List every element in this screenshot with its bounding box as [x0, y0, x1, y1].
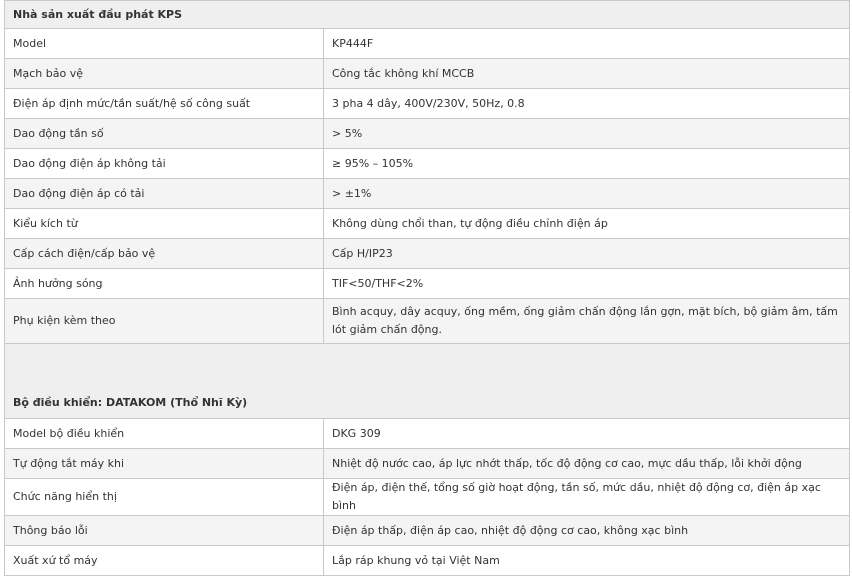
row-label: Chức năng hiển thị [5, 479, 324, 516]
table-row [5, 59, 850, 89]
spec-table [4, 0, 850, 576]
row-label: Ảnh hưởng sóng [5, 269, 324, 299]
section-title: Nhà sản xuất đầu phát KPS [5, 1, 850, 29]
row-value: DKG 309 [324, 419, 850, 449]
row-label: Mạch bảo vệ [5, 59, 324, 89]
table-row [5, 179, 850, 209]
row-label: Thông báo lỗi [5, 516, 324, 546]
table-row [5, 479, 850, 516]
row-label: Tự động tắt máy khi [5, 449, 324, 479]
row-label: Xuất xứ tổ máy [5, 546, 324, 576]
section-header-controller [5, 344, 850, 419]
row-value: Cấp H/IP23 [324, 239, 850, 269]
row-value: > ±1% [324, 179, 850, 209]
row-value: TIF<50/THF<2% [324, 269, 850, 299]
row-label: Phụ kiện kèm theo [5, 299, 324, 344]
row-label: Dao động điện áp không tải [5, 149, 324, 179]
row-value: Bình acquy, dây acquy, ống mềm, ống giảm chấn động lắn gợn, mặt bích, bộ giảm âm, tấm lót giảm chấn động. [324, 299, 850, 344]
row-value: Điện áp, điện thế, tổng số giờ hoạt động, tần số, mức dầu, nhiệt độ động cơ, điện áp xạc bình [324, 479, 850, 516]
table-row [5, 119, 850, 149]
table-row [5, 449, 850, 479]
table-row [5, 89, 850, 119]
table-row [5, 299, 850, 344]
row-value: ≥ 95% – 105% [324, 149, 850, 179]
table-row [5, 209, 850, 239]
row-label: Model [5, 29, 324, 59]
section-title: Bộ điều khiển: DATAKOM (Thổ Nhĩ Kỳ) [5, 344, 850, 419]
row-label: Cấp cách điện/cấp bảo vệ [5, 239, 324, 269]
row-value: > 5% [324, 119, 850, 149]
row-label: Dao động điện áp có tải [5, 179, 324, 209]
row-value: 3 pha 4 dây, 400V/230V, 50Hz, 0.8 [324, 89, 850, 119]
table-row [5, 546, 850, 576]
row-value: KP444F [324, 29, 850, 59]
row-value: Lắp ráp khung vỏ tại Việt Nam [324, 546, 850, 576]
row-value: Nhiệt độ nước cao, áp lực nhớt thấp, tốc độ động cơ cao, mực dầu thấp, lỗi khởi động [324, 449, 850, 479]
row-value: Công tắc không khí MCCB [324, 59, 850, 89]
table-row [5, 239, 850, 269]
row-label: Điện áp định mức/tần suất/hệ số công suất [5, 89, 324, 119]
row-value: Không dùng chổi than, tự động điều chỉnh điện áp [324, 209, 850, 239]
table-row [5, 29, 850, 59]
table-row [5, 149, 850, 179]
row-value: Điện áp thấp, điện áp cao, nhiệt độ động cơ cao, không xạc bình [324, 516, 850, 546]
table-row [5, 269, 850, 299]
row-label: Kiểu kích từ [5, 209, 324, 239]
section-header-generator [5, 1, 850, 29]
row-label: Dao động tần số [5, 119, 324, 149]
table-row [5, 419, 850, 449]
table-row [5, 516, 850, 546]
row-label: Model bộ điều khiển [5, 419, 324, 449]
